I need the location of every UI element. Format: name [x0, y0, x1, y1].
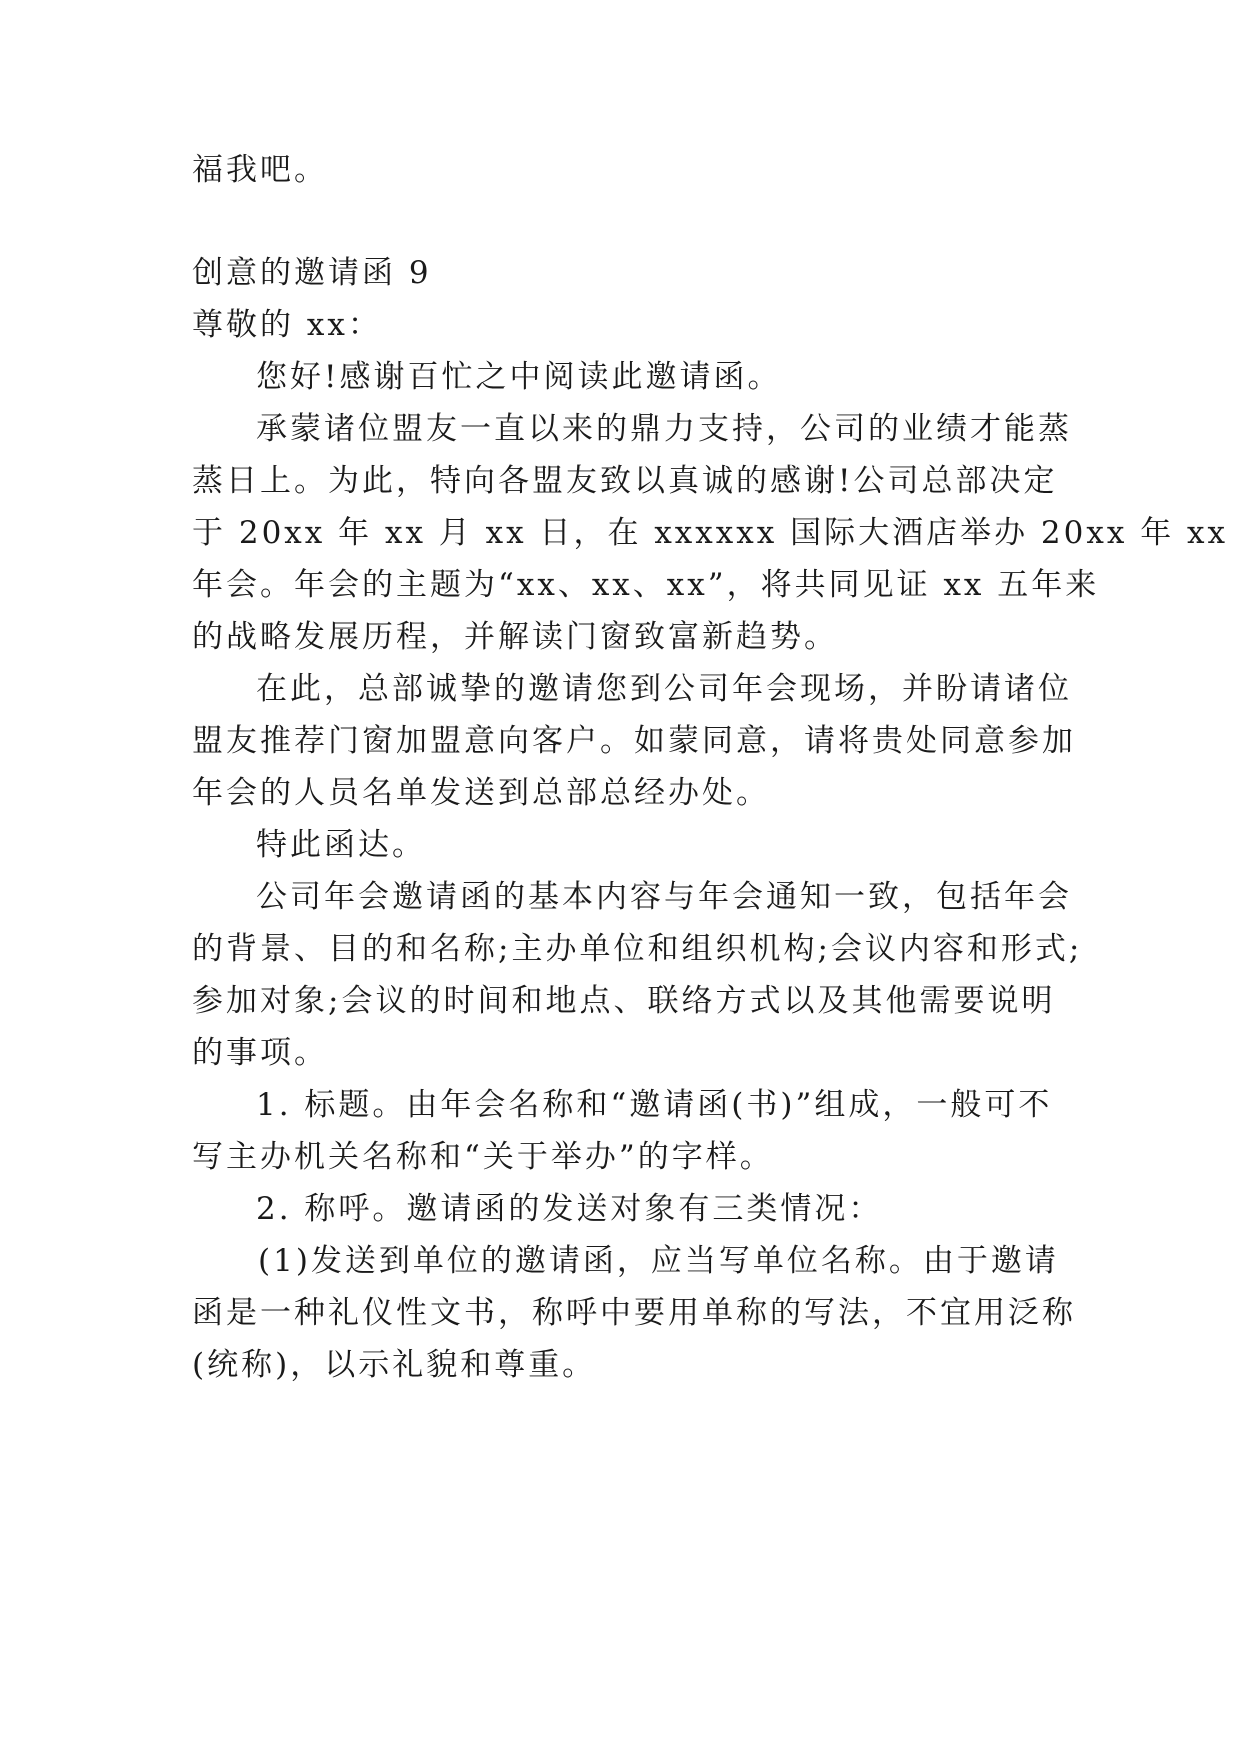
text-line: 写主办机关名称和“关于举办”的字样。 — [192, 1139, 774, 1175]
text-line: 公司年会邀请函的基本内容与年会通知一致，包括年会 — [256, 879, 1072, 915]
text-line: 1. 标题。由年会名称和“邀请函(书)”组成，一般可不 — [256, 1087, 1053, 1123]
salutation: 尊敬的 xx： — [192, 307, 382, 343]
text-line: 2. 称呼。邀请函的发送对象有三类情况： — [256, 1191, 883, 1227]
text-line: 特此函达。 — [256, 827, 426, 863]
text-line: 的事项。 — [192, 1035, 328, 1071]
text-line: 蒸日上。为此，特向各盟友致以真诚的感谢!公司总部决定 — [192, 463, 1058, 499]
text-line: 年会的人员名单发送到总部总经办处。 — [192, 775, 770, 811]
text-line: 的战略发展历程，并解读门窗致富新趋势。 — [192, 619, 838, 655]
text-line: (1)发送到单位的邀请函，应当写单位名称。由于邀请 — [258, 1243, 1059, 1279]
text-line: 参加对象;会议的时间和地点、联络方式以及其他需要说明 — [192, 983, 1056, 1019]
text-line: 于 20xx 年 xx 月 xx 日，在 xxxxxx 国际大酒店举办 20xx 年 xx — [192, 515, 1229, 551]
section-title: 创意的邀请函 9 — [192, 255, 432, 291]
text-line: 在此，总部诚挚的邀请您到公司年会现场，并盼请诸位 — [256, 671, 1072, 707]
text-line: 您好!感谢百忙之中阅读此邀请函。 — [256, 359, 782, 395]
text-line: 盟友推荐门窗加盟意向客户。如蒙同意，请将贵处同意参加 — [192, 723, 1076, 759]
text-line: 年会。年会的主题为“xx、xx、xx”，将共同见证 xx 五年来 — [192, 567, 1100, 603]
text-line: (统称)，以示礼貌和尊重。 — [192, 1347, 597, 1383]
text-line: 承蒙诸位盟友一直以来的鼎力支持，公司的业绩才能蒸 — [256, 411, 1072, 447]
text-line: 福我吧。 — [192, 152, 328, 188]
text-line: 的背景、目的和名称;主办单位和组织机构;会议内容和形式; — [192, 931, 1083, 967]
text-line: 函是一种礼仪性文书，称呼中要用单称的写法，不宜用泛称 — [192, 1295, 1076, 1331]
